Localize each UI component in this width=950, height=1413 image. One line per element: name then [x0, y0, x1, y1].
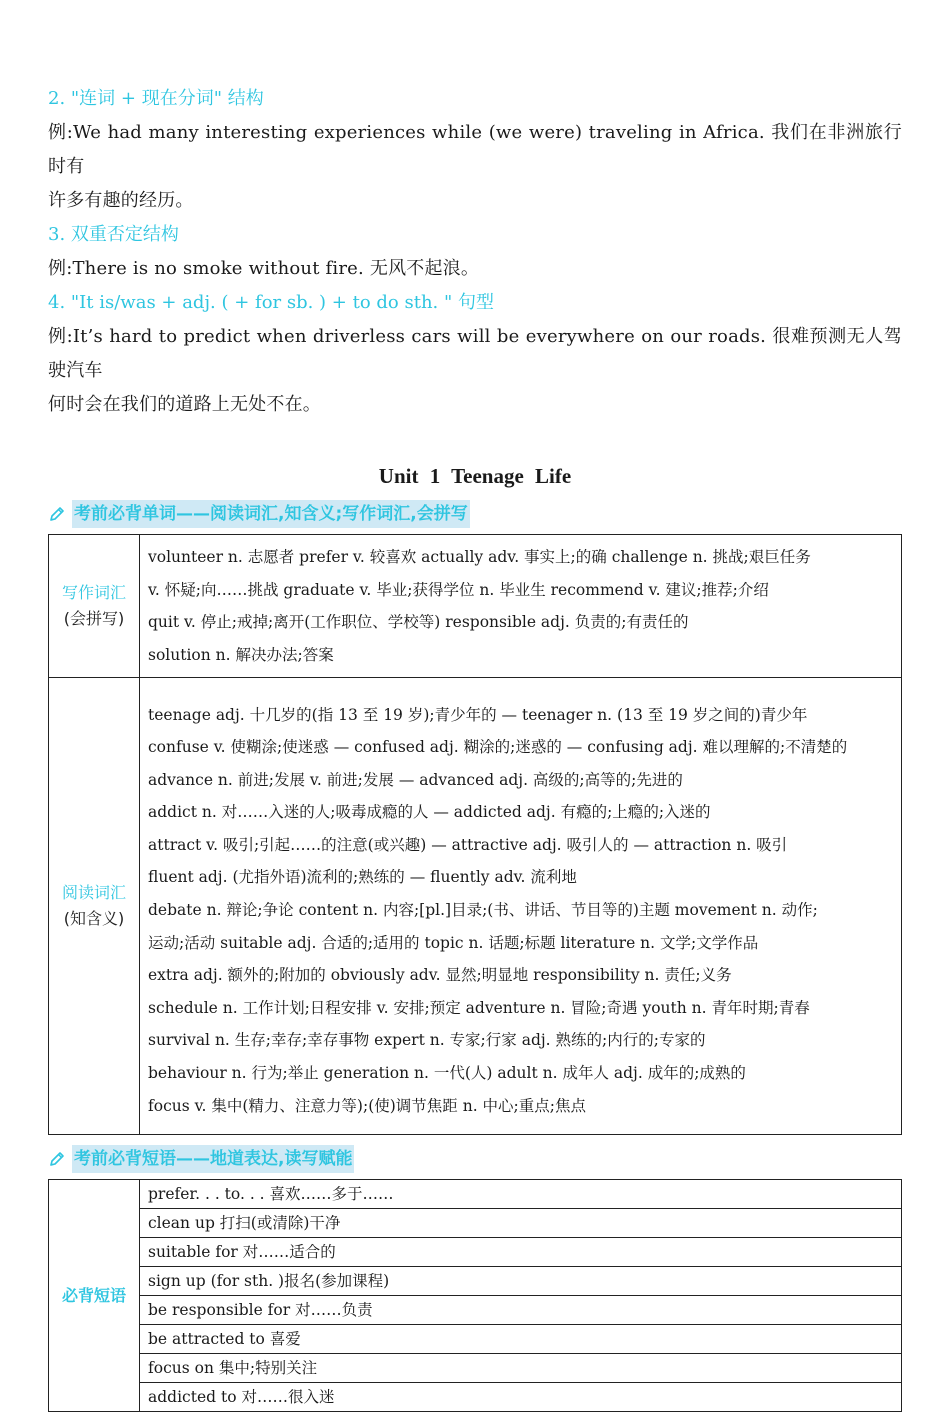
phrase-section-heading: [48, 1145, 902, 1173]
vocab-section-heading: [48, 500, 902, 528]
reading-vocab-line: fluent adj. (尤指外语)流利的;熟练的 — fluently adv. 流利地: [148, 868, 577, 887]
reading-vocab-line: extra adj. 额外的;附加的 obviously adv. 显然;明显地 responsibility n. 责任;义务: [148, 966, 732, 985]
phrase-label-cell: [49, 1180, 140, 1412]
vocab-table: [48, 534, 902, 1135]
grammar-example-4-line-2: 何时会在我们的道路上无处不在。: [48, 394, 321, 415]
phrase-item: be attracted to 喜爱: [140, 1325, 902, 1354]
grammar-heading-3: 3. 双重否定结构: [48, 224, 179, 245]
reading-vocab-row: [49, 678, 902, 1135]
writing-vocab-line: v. 怀疑;向……挑战 graduate v. 毕业;获得学位 n. 毕业生 recommend v. 建议;推荐;介绍: [148, 580, 769, 599]
reading-vocab-line: survival n. 生存;幸存;幸存事物 expert n. 专家;行家 adj. 熟练的;内行的;专家的: [148, 1031, 706, 1050]
phrase-row: [49, 1267, 902, 1296]
pencil-icon: [48, 1150, 66, 1168]
pencil-icon: [48, 505, 66, 523]
phrase-row: [49, 1180, 902, 1209]
writing-vocab-line: solution n. 解决办法;答案: [148, 645, 334, 664]
reading-vocab-line: behaviour n. 行为;举止 generation n. 一代(人) adult n. 成年人 adj. 成年的;成熟的: [148, 1064, 746, 1083]
reading-vocab-line: 运动;活动 suitable adj. 合适的;适用的 topic n. 话题;标题 literature n. 文学;文学作品: [148, 933, 759, 952]
writing-vocab-row: [49, 535, 902, 678]
grammar-example-4-line-1: 例:It’s hard to predict when driverless cars will be everywhere on our roads. 很难预测无人驾驶汽车: [48, 326, 902, 381]
reading-vocab-line: debate n. 辩论;争论 content n. 内容;[pl.]目录;(书、讲话、节目等的)主题 movement n. 动作;: [148, 901, 818, 920]
writing-vocab-sublabel: (会拼写): [63, 609, 125, 629]
page: [48, 82, 902, 1412]
reading-vocab-line: addict n. 对……入迷的人;吸毒成瘾的人 — addicted adj. 有瘾的;上瘾的;入迷的: [148, 803, 711, 822]
unit-title: Unit 1 Teenage Life: [378, 464, 572, 488]
reading-vocab-list: [140, 678, 902, 1135]
reading-vocab-label: 阅读词汇: [61, 883, 126, 903]
phrase-item: addicted to 对……很入迷: [140, 1383, 902, 1412]
grammar-example-2-line-1: 例:We had many interesting experiences while (we were) traveling in Africa. 我们在非洲旅行时有: [48, 122, 902, 177]
phrase-row: [49, 1238, 902, 1267]
phrase-row: [49, 1209, 902, 1238]
phrase-section-title: 考前必背短语——地道表达,读写赋能: [72, 1145, 354, 1173]
phrase-item: prefer. . . to. . . 喜欢……多于……: [140, 1180, 902, 1209]
phrase-label: 必背短语: [61, 1285, 126, 1305]
grammar-heading-2: 2. "连词 + 现在分词" 结构: [48, 88, 264, 109]
grammar-example-3-line-1: 例:There is no smoke without fire. 无风不起浪。: [48, 258, 480, 279]
writing-vocab-list: [140, 535, 902, 678]
phrase-row: [49, 1354, 902, 1383]
writing-vocab-line: quit v. 停止;戒掉;离开(工作职位、学校等) responsible adj. 负责的;有责任的: [148, 613, 689, 632]
reading-vocab-label-cell: [49, 678, 140, 1135]
phrase-item: clean up 打扫(或清除)干净: [140, 1209, 902, 1238]
reading-vocab-line: confuse v. 使糊涂;使迷惑 — confused adj. 糊涂的;迷惑的 — confusing adj. 难以理解的;不清楚的: [148, 738, 848, 757]
reading-vocab-line: focus v. 集中(精力、注意力等);(使)调节焦距 n. 中心;重点;焦点: [148, 1096, 587, 1115]
phrase-row: [49, 1383, 902, 1412]
writing-vocab-label-cell: [49, 535, 140, 678]
reading-vocab-line: advance n. 前进;发展 v. 前进;发展 — advanced adj. 高级的;高等的;先进的: [148, 770, 683, 789]
phrase-table: [48, 1179, 902, 1412]
vocab-section-title: 考前必背单词——阅读词汇,知含义;写作词汇,会拼写: [72, 500, 470, 528]
grammar-heading-4: 4. "It is/was + adj. ( + for sb. ) + to do sth. " 句型: [48, 292, 494, 313]
writing-vocab-label: 写作词汇: [61, 583, 126, 603]
reading-vocab-line: teenage adj. 十几岁的(指 13 至 19 岁);青少年的 — teenager n. (13 至 19 岁之间的)青少年: [148, 705, 808, 724]
phrase-item: focus on 集中;特别关注: [140, 1354, 902, 1383]
phrase-item: be responsible for 对……负责: [140, 1296, 902, 1325]
phrase-item: suitable for 对……适合的: [140, 1238, 902, 1267]
reading-vocab-line: schedule n. 工作计划;日程安排 v. 安排;预定 adventure n. 冒险;奇遇 youth n. 青年时期;青春: [148, 998, 810, 1017]
reading-vocab-sublabel: (知含义): [63, 909, 125, 929]
phrase-item: sign up (for sth. )报名(参加课程): [140, 1267, 902, 1296]
grammar-example-2-line-2: 许多有趣的经历。: [48, 190, 194, 211]
phrase-row: [49, 1296, 902, 1325]
phrase-row: [49, 1325, 902, 1354]
reading-vocab-line: attract v. 吸引;引起……的注意(或兴趣) — attractive adj. 吸引人的 — attraction n. 吸引: [148, 835, 788, 854]
writing-vocab-line: volunteer n. 志愿者 prefer v. 较喜欢 actually adv. 事实上;的确 challenge n. 挑战;艰巨任务: [148, 548, 811, 566]
